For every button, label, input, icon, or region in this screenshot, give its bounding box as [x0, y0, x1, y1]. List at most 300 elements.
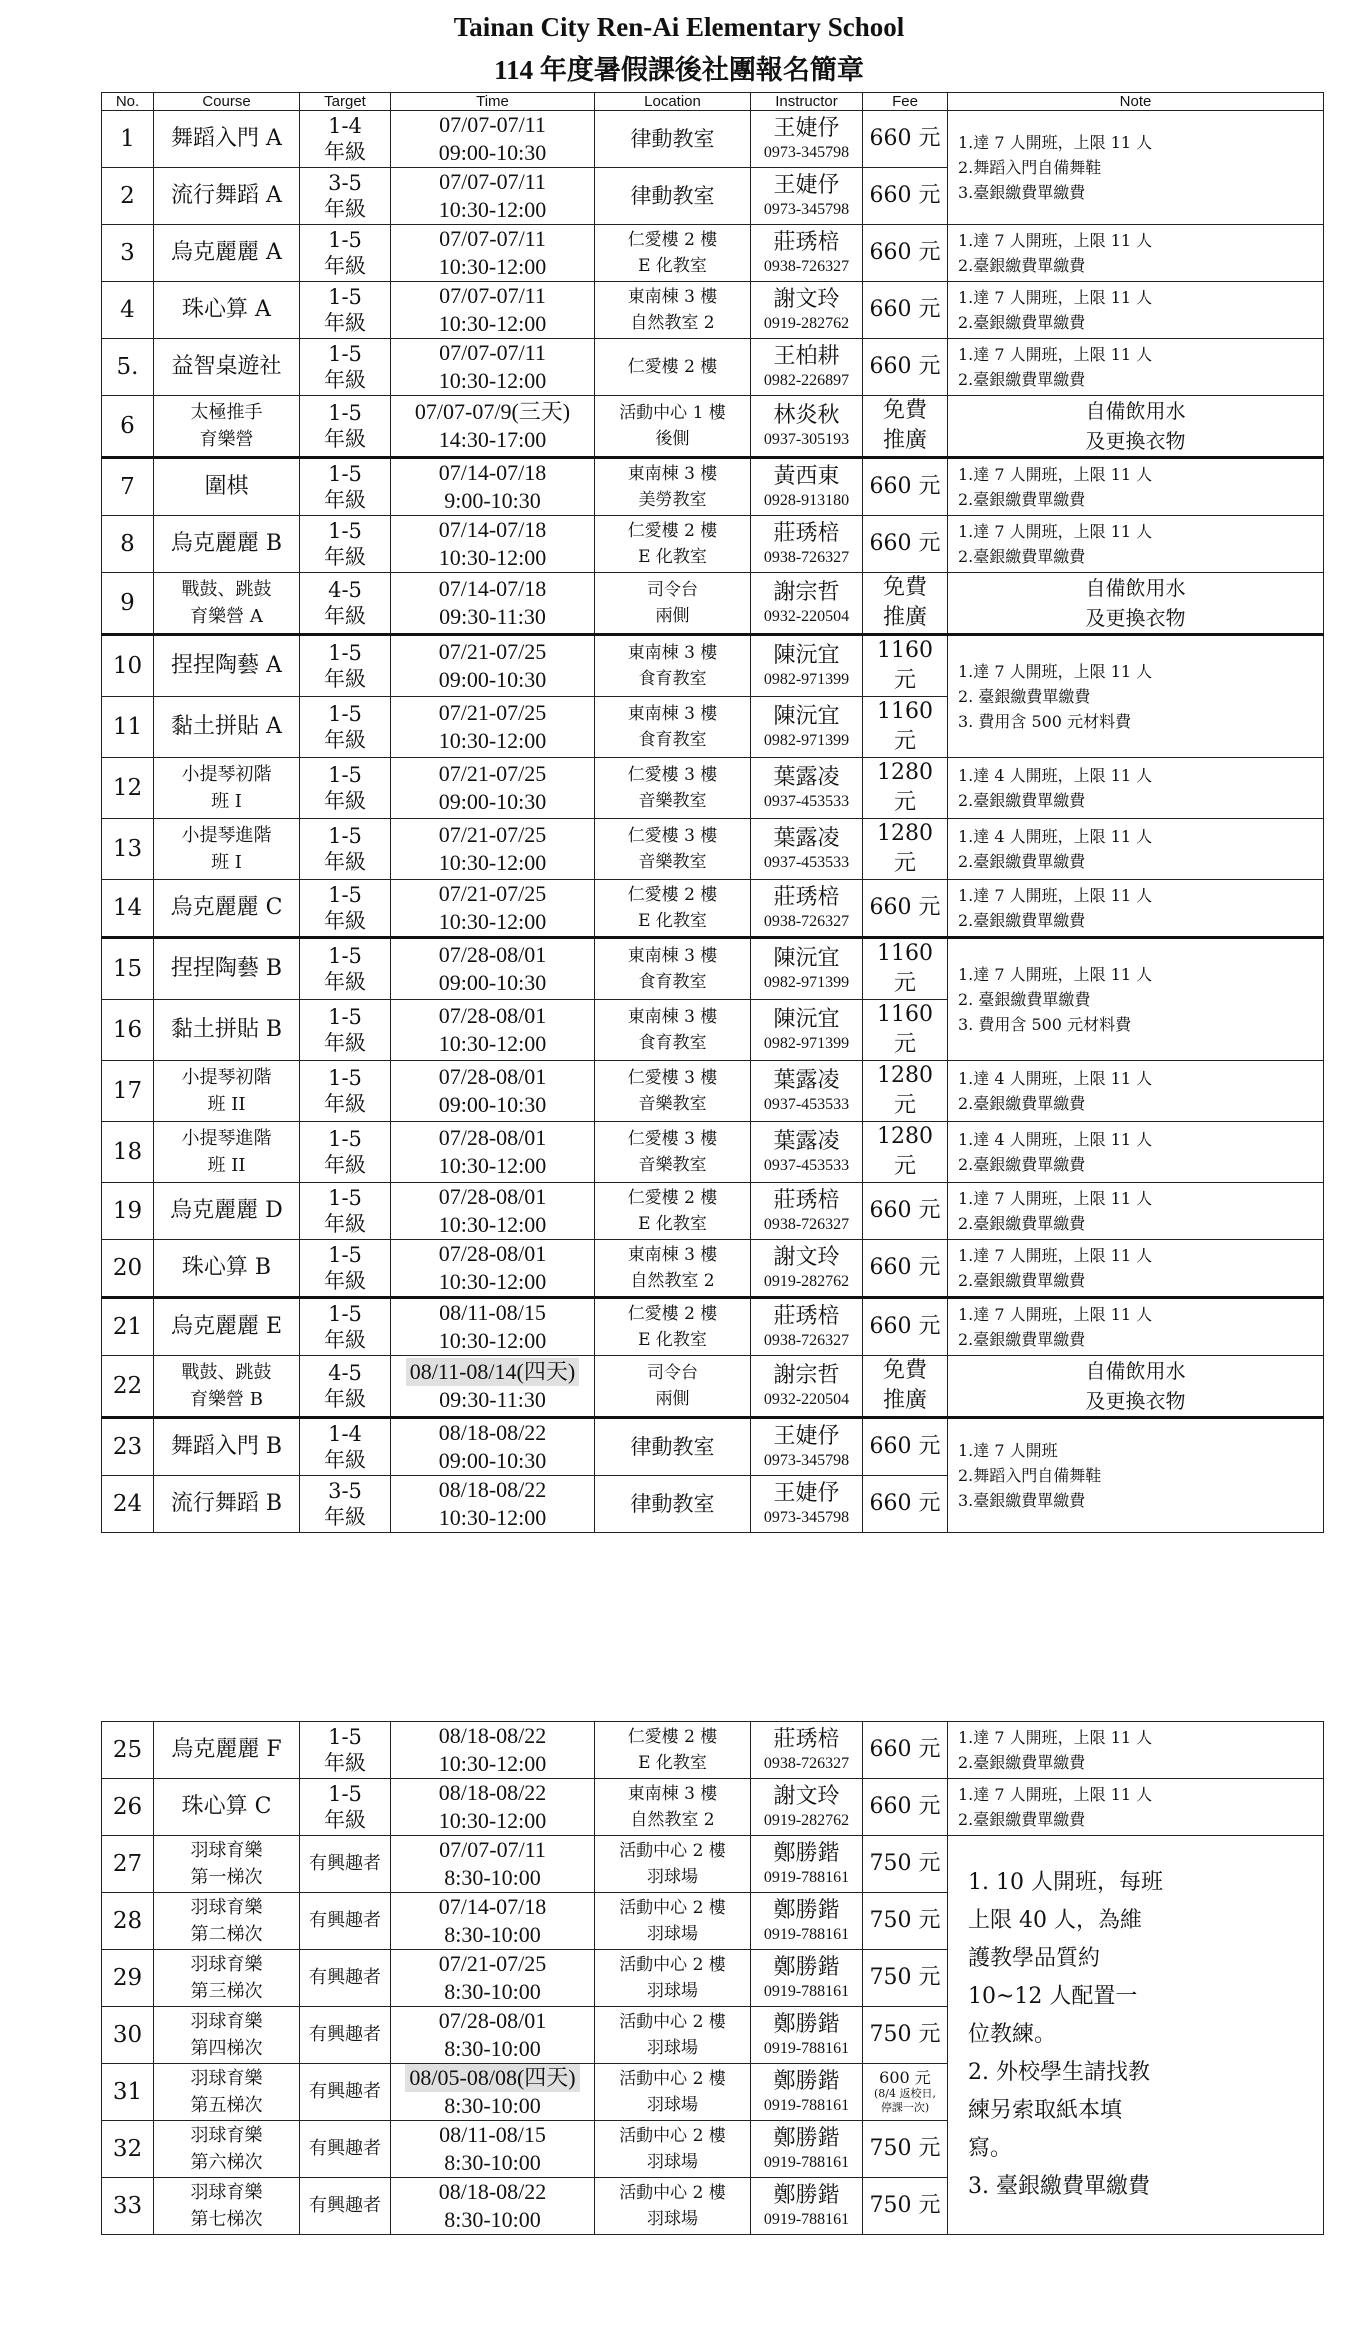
instructor: [751, 1893, 863, 1950]
target-line: 年級: [324, 488, 366, 512]
course-line: 小提琴進階: [181, 825, 272, 846]
course-line: 捏捏陶藝 A: [171, 653, 282, 678]
target-line: 年級: [324, 970, 366, 994]
location-line: E 化教室: [638, 1214, 707, 1234]
instructor: [751, 1418, 863, 1476]
time-line: 07/07-07/11: [439, 112, 546, 137]
target-line: 1-5: [328, 883, 362, 907]
instructor-phone: 0982-226897: [763, 372, 850, 389]
target-line: 1-5: [328, 401, 362, 425]
course-location: [595, 635, 751, 697]
time-line: 07/14-07/18: [438, 576, 547, 601]
location-line: 食育教室: [638, 669, 707, 689]
row-number: 20: [102, 1240, 154, 1298]
fee-line: 660 元: [869, 183, 941, 208]
course-name: [154, 635, 300, 697]
time-line: 09:00-10:30: [438, 970, 547, 995]
target-line: 1-5: [328, 1725, 362, 1749]
location-line: 東南棟 3 樓: [627, 464, 718, 484]
course-fee: [863, 1240, 948, 1298]
table-row: [102, 1418, 1324, 1476]
course-note: [948, 635, 1324, 758]
note-line: 1. 10 人開班，每班: [968, 1870, 1163, 1895]
course-line: 烏克麗麗 E: [170, 1314, 283, 1339]
time-line: 10:30-12:00: [438, 368, 547, 393]
target-line: 年級: [324, 368, 366, 392]
course-time: [391, 1122, 595, 1183]
course-line: 育樂營 B: [190, 1389, 263, 1410]
course-name: [154, 880, 300, 938]
instructor: [751, 1122, 863, 1183]
course-line: 第一梯次: [190, 1867, 263, 1888]
course-fee: [863, 396, 948, 458]
target-grade: [300, 938, 391, 1000]
fee-line: 1160 元: [877, 699, 933, 754]
target-grade: [300, 1950, 391, 2007]
instructor-name: 莊琇棓: [773, 230, 840, 255]
note-line: 1.達 7 人開班，上限 11 人: [958, 1246, 1153, 1265]
location-line: 律動教室: [630, 127, 715, 151]
time-line: 07/07-07/11: [439, 226, 546, 251]
fee-line: 660 元: [869, 1794, 941, 1819]
course-fee: [863, 2007, 948, 2064]
course-name: [154, 225, 300, 282]
course-line: 黏土拼貼 A: [171, 714, 282, 739]
course-line: 育樂營: [199, 429, 254, 450]
course-line: 第五梯次: [190, 2095, 263, 2116]
course-line: 第四梯次: [190, 2038, 263, 2059]
target-line: 年級: [324, 1153, 366, 1177]
target-line: 1-5: [328, 702, 362, 726]
location-line: 司令台: [647, 580, 698, 600]
target-line: 年級: [324, 1751, 366, 1775]
note-line: 2.臺銀繳費單繳費: [958, 547, 1086, 566]
course-fee: [863, 758, 948, 819]
instructor-phone: 0938-726327: [763, 1755, 850, 1772]
fee-line: 1280 元: [877, 760, 933, 815]
table-row: [102, 1122, 1324, 1183]
course-fee: [863, 1298, 948, 1356]
instructor: [751, 1061, 863, 1122]
fee-line: 600 元: [879, 2068, 931, 2087]
course-time: [391, 225, 595, 282]
course-name: [154, 2007, 300, 2064]
course-location: [595, 1722, 751, 1779]
note-line: 1.達 4 人開班，上限 11 人: [958, 766, 1153, 785]
fee-line: 750 元: [869, 1851, 941, 1876]
table-row: [102, 819, 1324, 880]
location-line: E 化教室: [638, 547, 707, 567]
course-name: [154, 819, 300, 880]
location-line: 食育教室: [638, 1033, 707, 1053]
location-line: 後側: [655, 429, 690, 449]
course-fee: [863, 1000, 948, 1061]
instructor-name: 鄭勝鍇: [773, 2183, 840, 2208]
course-location: [595, 1240, 751, 1298]
time-line: 10:30-12:00: [438, 728, 547, 753]
note-line: 自備飲用水: [1085, 576, 1186, 600]
location-line: 活動中心 2 樓: [619, 2012, 726, 2032]
target-line: 有興趣者: [309, 2081, 381, 2102]
course-location: [595, 1000, 751, 1061]
location-line: 自然教室 2: [630, 313, 715, 333]
instructor-name: 王婕伃: [773, 1424, 840, 1449]
course-name: [154, 2121, 300, 2178]
location-line: 仁愛樓 3 樓: [627, 1129, 718, 1149]
instructor-phone: 0937-453533: [763, 854, 850, 871]
note-line: 1.達 4 人開班，上限 11 人: [958, 1069, 1153, 1088]
instructor-phone: 0982-971399: [763, 732, 850, 749]
course-line: 烏克麗麗 C: [170, 895, 283, 920]
note-line: 1.達 7 人開班，上限 11 人: [958, 465, 1153, 484]
course-location: [595, 573, 751, 635]
course-line: 第二梯次: [190, 1924, 263, 1945]
course-line: 羽球育樂: [190, 2011, 263, 2032]
time-line: 07/28-08/01: [438, 1125, 547, 1150]
instructor-name: 謝文玲: [773, 1245, 840, 1270]
course-name: [154, 758, 300, 819]
target-line: 年級: [324, 1269, 366, 1293]
course-line: 羽球育樂: [190, 2068, 263, 2089]
target-line: 年級: [324, 1448, 366, 1472]
target-line: 有興趣者: [309, 1853, 381, 1874]
time-line: 08/18-08/22: [438, 1780, 547, 1805]
time-line: 10:30-12:00: [438, 1031, 547, 1056]
course-note: [948, 1183, 1324, 1240]
instructor-name: 王婕伃: [773, 116, 840, 141]
row-number: 28: [102, 1893, 154, 1950]
fee-line: 免費: [882, 575, 927, 600]
location-line: 仁愛樓 2 樓: [627, 357, 718, 377]
instructor-name: 王婕伃: [773, 1481, 840, 1506]
instructor: [751, 516, 863, 573]
target-grade: [300, 880, 391, 938]
course-line: 戰鼓、跳鼓: [181, 1362, 272, 1383]
instructor-phone: 0982-971399: [763, 974, 850, 991]
course-location: [595, 880, 751, 938]
fee-line: 750 元: [869, 2193, 941, 2218]
instructor-name: 莊琇棓: [773, 521, 840, 546]
time-line: 07/28-08/01: [438, 1184, 547, 1209]
note-line: 2.舞蹈入門自備舞鞋: [958, 1466, 1102, 1485]
instructor-name: 謝文玲: [773, 287, 840, 312]
course-fee: [863, 2178, 948, 2235]
row-number: 14: [102, 880, 154, 938]
course-line: 黏土拼貼 B: [170, 1017, 283, 1042]
time-line: 10:30-12:00: [438, 311, 547, 336]
note-line: 2.臺銀繳費單繳費: [958, 911, 1086, 930]
fee-note: (8/4 返校日,: [874, 2087, 936, 2100]
target-grade: [300, 2007, 391, 2064]
course-name: [154, 111, 300, 168]
row-number: 17: [102, 1061, 154, 1122]
target-line: 1-4: [328, 1422, 362, 1446]
time-line: 10:30-12:00: [438, 1751, 547, 1776]
location-line: 仁愛樓 2 樓: [627, 1188, 718, 1208]
target-line: 年級: [324, 427, 366, 451]
course-name: [154, 1356, 300, 1418]
target-grade: [300, 1476, 391, 1533]
note-line: 1.達 7 人開班，上限 11 人: [958, 1728, 1153, 1747]
course-time: [391, 458, 595, 516]
note-line: 3.臺銀繳費單繳費: [958, 183, 1086, 202]
instructor-phone: 0973-345798: [763, 144, 850, 161]
instructor: [751, 1298, 863, 1356]
instructor-phone: 0938-726327: [763, 1332, 850, 1349]
course-time: [391, 168, 595, 225]
course-time: [391, 2064, 595, 2121]
row-number: 11: [102, 697, 154, 758]
course-time: [391, 396, 595, 458]
course-note: [948, 396, 1324, 458]
note-line: 2.臺銀繳費單繳費: [958, 1330, 1086, 1349]
fee-line: 750 元: [869, 1908, 941, 1933]
target-grade: [300, 1722, 391, 1779]
time-line: 9:00-10:30: [444, 488, 541, 513]
course-location: [595, 819, 751, 880]
note-line: 2.臺銀繳費單繳費: [958, 1753, 1086, 1772]
time-line: 10:30-12:00: [438, 1328, 547, 1353]
location-line: 羽球場: [647, 1924, 698, 1944]
course-fee: [863, 1418, 948, 1476]
row-number: 32: [102, 2121, 154, 2178]
course-name: [154, 1476, 300, 1533]
note-line: 2. 臺銀繳費單繳費: [958, 990, 1091, 1009]
target-grade: [300, 573, 391, 635]
instructor-name: 莊琇棓: [773, 885, 840, 910]
target-grade: [300, 1836, 391, 1893]
time-line: 08/11-08/15: [439, 2122, 546, 2147]
target-line: 1-5: [328, 285, 362, 309]
course-time: [391, 2121, 595, 2178]
time-line: 07/21-07/25: [438, 822, 547, 847]
course-fee: [863, 880, 948, 938]
note-line: 3. 臺銀繳費單繳費: [968, 2174, 1150, 2199]
instructor-phone: 0919-788161: [763, 2154, 850, 2171]
course-fee: [863, 819, 948, 880]
note-line: 1.達 7 人開班: [958, 1441, 1058, 1460]
course-location: [595, 458, 751, 516]
instructor-name: 鄭勝鍇: [773, 1898, 840, 1923]
instructor-name: 謝宗哲: [773, 1363, 840, 1388]
time-line: 07/28-08/01: [438, 2008, 547, 2033]
instructor-name: 王婕伃: [773, 173, 840, 198]
instructor: [751, 282, 863, 339]
course-fee: [863, 458, 948, 516]
instructor-name: 鄭勝鍇: [773, 2012, 840, 2037]
target-grade: [300, 282, 391, 339]
course-location: [595, 396, 751, 458]
time-line: 8:30-10:00: [444, 2093, 541, 2118]
course-time: [391, 635, 595, 697]
note-line: 3.臺銀繳費單繳費: [958, 1491, 1086, 1510]
course-location: [595, 1476, 751, 1533]
fee-line: 推廣: [882, 1388, 927, 1413]
course-line: 第三梯次: [190, 1981, 263, 2002]
fee-line: 660 元: [869, 1491, 941, 1516]
course-time: [391, 111, 595, 168]
target-line: 1-5: [328, 1782, 362, 1806]
note-line: 2.臺銀繳費單繳費: [958, 490, 1086, 509]
fee-line: 免費: [882, 398, 927, 423]
time-line: 10:30-12:00: [438, 1808, 547, 1833]
location-line: E 化教室: [638, 1330, 707, 1350]
course-note: [948, 111, 1324, 225]
row-number: 7: [102, 458, 154, 516]
target-grade: [300, 458, 391, 516]
target-line: 年級: [324, 667, 366, 691]
course-fee: [863, 1122, 948, 1183]
location-line: 仁愛樓 2 樓: [627, 230, 718, 250]
course-time: [391, 1893, 595, 1950]
location-line: 活動中心 2 樓: [619, 1955, 726, 1975]
target-line: 1-4: [328, 114, 362, 138]
note-line: 3. 費用含 500 元材料費: [958, 1015, 1132, 1034]
note-line: 1.達 7 人開班，上限 11 人: [958, 1785, 1153, 1804]
instructor-phone: 0982-971399: [763, 1035, 850, 1052]
time-line: 07/14-07/18: [438, 517, 547, 542]
instructor-phone: 0973-345798: [763, 201, 850, 218]
fee-line: 推廣: [882, 428, 927, 453]
time-line: 09:00-10:30: [438, 1092, 547, 1117]
row-number: 25: [102, 1722, 154, 1779]
instructor-phone: 0919-788161: [763, 1926, 850, 1943]
school-name: Tainan City Ren-Ai Elementary School: [453, 12, 905, 42]
fee-line: 660 元: [869, 240, 941, 265]
course-name: [154, 1722, 300, 1779]
instructor: [751, 1183, 863, 1240]
course-note: [948, 1298, 1324, 1356]
note-line: 及更換衣物: [1085, 429, 1186, 453]
course-fee: [863, 1183, 948, 1240]
course-fee: [863, 1779, 948, 1836]
location-line: 東南棟 3 樓: [627, 946, 718, 966]
course-note: [948, 1722, 1324, 1779]
course-name: [154, 1122, 300, 1183]
target-line: 有興趣者: [309, 1967, 381, 1988]
instructor-phone: 0982-971399: [763, 671, 850, 688]
course-fee: [863, 1893, 948, 1950]
course-note: [948, 1356, 1324, 1418]
target-line: 年級: [324, 1031, 366, 1055]
instructor: [751, 111, 863, 168]
instructor: [751, 1356, 863, 1418]
course-line: 班 I: [211, 791, 242, 812]
instructor-phone: 0937-453533: [763, 793, 850, 810]
note-line: 及更換衣物: [1085, 606, 1186, 630]
time-line: 07/21-07/25: [438, 700, 547, 725]
row-number: 21: [102, 1298, 154, 1356]
row-number: 30: [102, 2007, 154, 2064]
time-line: 10:30-12:00: [438, 909, 547, 934]
note-line: 2.臺銀繳費單繳費: [958, 313, 1086, 332]
target-grade: [300, 1240, 391, 1298]
target-grade: [300, 758, 391, 819]
row-number: 6: [102, 396, 154, 458]
target-grade: [300, 111, 391, 168]
target-grade: [300, 1893, 391, 1950]
location-line: 音樂教室: [638, 1094, 707, 1114]
course-name: [154, 1000, 300, 1061]
note-line: 位教練。: [968, 2022, 1057, 2047]
course-time: [391, 880, 595, 938]
row-number: 12: [102, 758, 154, 819]
target-grade: [300, 516, 391, 573]
course-table-part-2: [101, 1721, 1324, 2235]
table-row: [102, 282, 1324, 339]
course-note: [948, 225, 1324, 282]
course-line: 珠心算 A: [182, 297, 271, 322]
note-line: 1.達 7 人開班，上限 11 人: [958, 1305, 1153, 1324]
location-line: E 化教室: [638, 1753, 707, 1773]
target-line: 年級: [324, 604, 366, 628]
course-time: [391, 2007, 595, 2064]
course-time: [391, 697, 595, 758]
fee-line: 660 元: [869, 1314, 941, 1339]
location-line: 仁愛樓 3 樓: [627, 765, 718, 785]
fee-line: 660 元: [869, 126, 941, 151]
target-line: 1-5: [328, 1186, 362, 1210]
instructor-phone: 0938-726327: [763, 913, 850, 930]
target-line: 有興趣者: [309, 2024, 381, 2045]
target-grade: [300, 1183, 391, 1240]
time-line: 07/28-08/01: [438, 1003, 547, 1028]
location-line: 仁愛樓 3 樓: [627, 1068, 718, 1088]
location-line: 自然教室 2: [630, 1271, 715, 1291]
table-row: [102, 758, 1324, 819]
row-number: 19: [102, 1183, 154, 1240]
fee-line: 1160 元: [877, 941, 933, 996]
time-line: 08/11-08/14(四天): [406, 1358, 579, 1386]
course-line: 羽球育樂: [190, 1954, 263, 1975]
location-line: 東南棟 3 樓: [627, 287, 718, 307]
target-line: 1-5: [328, 462, 362, 486]
row-number: 24: [102, 1476, 154, 1533]
time-line: 07/21-07/25: [438, 761, 547, 786]
note-line: 2.臺銀繳費單繳費: [958, 1094, 1086, 1113]
target-line: 4-5: [328, 578, 362, 602]
course-time: [391, 1000, 595, 1061]
course-name: [154, 938, 300, 1000]
fee-line: 1160 元: [877, 1002, 933, 1057]
course-line: 烏克麗麗 A: [171, 240, 282, 265]
note-line: 1.達 4 人開班，上限 11 人: [958, 827, 1153, 846]
row-number: 10: [102, 635, 154, 697]
location-line: 仁愛樓 2 樓: [627, 521, 718, 541]
target-line: 1-5: [328, 342, 362, 366]
time-line: 8:30-10:00: [444, 1922, 541, 1947]
target-line: 有興趣者: [309, 1910, 381, 1931]
note-line: 10~12 人配置一: [968, 1984, 1138, 2009]
time-line: 08/18-08/22: [438, 1723, 547, 1748]
instructor: [751, 2064, 863, 2121]
header-row: [102, 93, 1324, 111]
course-time: [391, 1356, 595, 1418]
course-time: [391, 282, 595, 339]
instructor: [751, 758, 863, 819]
note-line: 護教學品質約: [968, 1946, 1101, 1971]
time-line: 07/21-07/25: [438, 639, 547, 664]
course-line: 珠心算 B: [181, 1255, 272, 1280]
course-name: [154, 2064, 300, 2121]
note-line: 1.達 7 人開班，上限 11 人: [958, 1189, 1153, 1208]
instructor-phone: 0932-220504: [763, 608, 850, 625]
location-line: 羽球場: [647, 2152, 698, 2172]
course-fee: [863, 1476, 948, 1533]
fee-line: 660 元: [869, 1737, 941, 1762]
row-number: 16: [102, 1000, 154, 1061]
course-time: [391, 938, 595, 1000]
